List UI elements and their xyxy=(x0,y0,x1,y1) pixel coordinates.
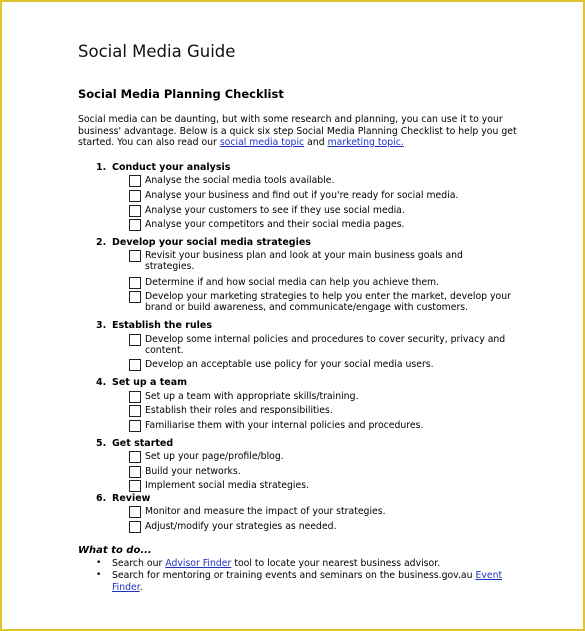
item-text: Develop an acceptable use policy for your social media users. xyxy=(145,359,434,370)
checklist-item[interactable] xyxy=(129,391,513,402)
bullet-icon: • xyxy=(96,558,102,568)
item-text: Analyse your business and find out if you're ready for social media. xyxy=(145,190,459,201)
checklist-item[interactable] xyxy=(129,205,513,216)
intro-text: Social media can be daunting, but with some research and planning, you can use it to your business' advantage. Below is a quick six step Social Media Planning Checklist to help you get started. You can also read our xyxy=(78,114,517,148)
section-title: Get started xyxy=(112,438,174,449)
item-text: Develop your marketing strategies to help you enter the market, develop your brand or build awareness, and communicate/engage with customers. xyxy=(145,291,511,313)
checklist-item[interactable] xyxy=(129,291,513,313)
section-title: Develop your social media strategies xyxy=(112,237,311,248)
checklist-item[interactable] xyxy=(129,190,513,201)
section-4-heading xyxy=(96,377,187,388)
bullet-text: Search for mentoring or training events and seminars on the business.gov.au xyxy=(112,570,476,581)
item-text: Set up a team with appropriate skills/training. xyxy=(145,391,359,402)
checklist-item[interactable] xyxy=(129,451,513,462)
section-number: 2. xyxy=(96,237,107,248)
bullet-icon: • xyxy=(96,570,102,580)
checklist-item[interactable] xyxy=(129,420,513,431)
checklist-item[interactable] xyxy=(129,506,513,517)
checklist-item[interactable] xyxy=(129,466,513,477)
item-text: Establish their roles and responsibilities. xyxy=(145,405,333,416)
checkbox[interactable] xyxy=(129,205,141,217)
section-number: 1. xyxy=(96,162,107,173)
section-title: Conduct your analysis xyxy=(112,162,231,173)
bullet-text: Search our xyxy=(112,558,166,569)
checkbox[interactable] xyxy=(129,480,141,492)
bullet-text: . xyxy=(139,581,143,593)
checkbox[interactable] xyxy=(129,391,141,403)
checkbox[interactable] xyxy=(129,506,141,518)
section-title: Review xyxy=(112,493,151,504)
what-to-do-heading: What to do... xyxy=(78,545,152,556)
document-title: Social Media Guide xyxy=(78,42,236,61)
item-text: Adjust/modify your strategies as needed. xyxy=(145,521,337,532)
section-number: 4. xyxy=(96,377,107,388)
item-text: Analyse your customers to see if they use social media. xyxy=(145,205,405,216)
checkbox[interactable] xyxy=(129,250,141,262)
checkbox[interactable] xyxy=(129,521,141,533)
checkbox[interactable] xyxy=(129,359,141,371)
checkbox[interactable] xyxy=(129,466,141,478)
checklist-item[interactable] xyxy=(129,405,513,416)
checkbox[interactable] xyxy=(129,405,141,417)
item-text: Set up your page/profile/blog. xyxy=(145,451,284,462)
marketing-topic-link[interactable]: marketing topic. xyxy=(327,137,404,148)
checkbox[interactable] xyxy=(129,291,141,303)
checklist-item[interactable] xyxy=(129,359,513,370)
item-text: Analyse your competitors and their social media pages. xyxy=(145,219,405,230)
item-text: Determine if and how social media can help you achieve them. xyxy=(145,277,440,288)
item-text: Build your networks. xyxy=(145,466,241,477)
checklist-item[interactable] xyxy=(129,521,513,532)
section-number: 6. xyxy=(96,493,107,504)
event-finder-link[interactable]: Event Finder xyxy=(112,570,503,593)
bullet-item xyxy=(96,558,516,570)
social-media-topic-link[interactable]: social media topic xyxy=(219,137,305,148)
checklist-title: Social Media Planning Checklist xyxy=(78,87,284,101)
checkbox[interactable] xyxy=(129,175,141,187)
bullet-text: tool to locate your nearest business advisor. xyxy=(231,558,441,569)
checklist-item[interactable] xyxy=(129,480,513,491)
section-1-heading xyxy=(96,162,230,173)
checkbox[interactable] xyxy=(129,219,141,231)
section-number: 3. xyxy=(96,320,107,331)
checkbox[interactable] xyxy=(129,420,141,432)
section-5-heading xyxy=(96,438,173,449)
item-text: Monitor and measure the impact of your strategies. xyxy=(145,506,386,517)
checklist-item[interactable] xyxy=(129,219,513,230)
item-text: Analyse the social media tools available. xyxy=(145,175,335,186)
checkbox[interactable] xyxy=(129,190,141,202)
checklist-item[interactable] xyxy=(129,277,513,288)
bullet-item xyxy=(96,570,516,593)
item-text: Implement social media strategies. xyxy=(145,480,310,491)
intro-paragraph xyxy=(78,114,518,149)
section-title: Establish the rules xyxy=(112,320,212,331)
section-title: Set up a team xyxy=(112,377,188,388)
item-text: Familiarise them with your internal policies and procedures. xyxy=(145,420,424,431)
checklist-item[interactable] xyxy=(129,334,513,356)
advisor-finder-link[interactable]: Advisor Finder xyxy=(165,558,232,569)
intro-and: and xyxy=(304,137,328,148)
checklist-item[interactable] xyxy=(129,175,513,186)
checklist-item[interactable] xyxy=(129,250,513,272)
section-2-heading xyxy=(96,237,311,248)
section-3-heading xyxy=(96,320,212,331)
checkbox[interactable] xyxy=(129,451,141,463)
item-text: Develop some internal policies and procedures to cover security, privacy and content. xyxy=(145,334,506,356)
section-6-heading xyxy=(96,493,150,504)
item-text: Revisit your business plan and look at your main business goals and strategies. xyxy=(145,250,463,272)
checkbox[interactable] xyxy=(129,334,141,346)
section-number: 5. xyxy=(96,438,107,449)
checkbox[interactable] xyxy=(129,277,141,289)
